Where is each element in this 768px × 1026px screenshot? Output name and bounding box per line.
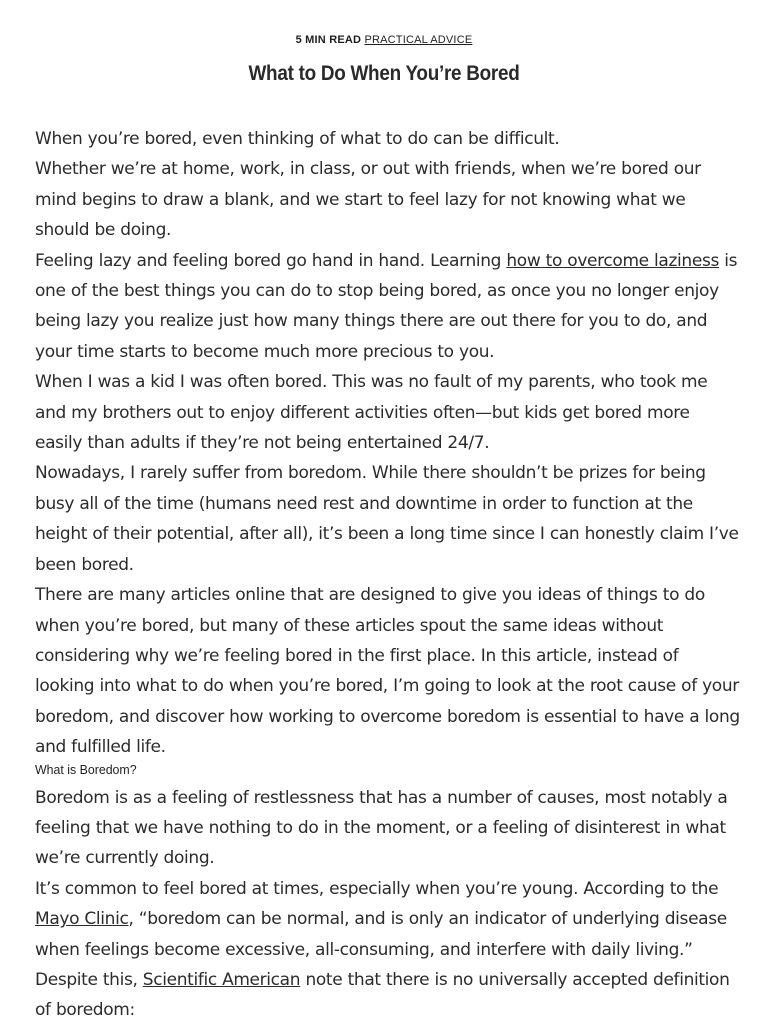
paragraph-text: is one of the best things you can do to stop being bored, as once you no longer enjoy being lazy you realize just how many things there are out there for you to do, and your time starts to become much more precious to you. xyxy=(35,250,738,362)
article-body xyxy=(35,124,740,1026)
scientific-american-link[interactable]: Scientific American xyxy=(142,969,301,990)
paragraph-text: note that there is no universally accepted definition of boredom: xyxy=(35,969,730,1021)
paragraph-text: Despite this, xyxy=(35,969,143,990)
article-meta xyxy=(0,34,768,46)
paragraph-text: It’s common to feel bored at times, especially when you’re young. According to the xyxy=(35,878,719,899)
paragraph: Whether we’re at home, work, in class, or out with friends, when we’re bored our mind begins to draw a blank, and we start to feel lazy for not knowing what we should be doing. xyxy=(35,159,701,241)
paragraph xyxy=(35,246,740,368)
laziness-link[interactable]: how to overcome laziness xyxy=(506,250,719,271)
paragraph: When I was a kid I was often bored. This was no fault of my parents, who took me and my brothers out to enjoy different activities often—but kids get bored more easily than adults if they’re not being entertained 24/7. xyxy=(35,372,708,454)
paragraph: When you’re bored, even thinking of what to do can be difficult. xyxy=(35,129,560,149)
paragraph xyxy=(35,965,740,1026)
paragraph: There are many articles online that are designed to give you ideas of things to do when you’re bored, but many of these articles spout the same ideas without considering why we’re feeling bored in the first place. In this article, instead of looking into what to do when you’re bored, I’m going to look at the root cause of your boredom, and discover how working to overcome boredom is essential to have a long and fulfilled life. xyxy=(35,585,740,758)
mayo-clinic-link[interactable]: Mayo Clinic xyxy=(35,909,129,930)
paragraph: Boredom is as a feeling of restlessness that has a number of causes, most notably a feeling that we have nothing to do in the moment, or a feeling of disinterest in what we’re currently doing. xyxy=(35,787,728,869)
article-title: What to Do When You’re Bored xyxy=(248,62,520,85)
category-link[interactable]: PRACTICAL ADVICE xyxy=(364,34,473,46)
paragraph xyxy=(35,874,740,965)
paragraph: Nowadays, I rarely suffer from boredom. While there shouldn’t be prizes for being busy all of the time (humans need rest and downtime in order to function at the height of their potential, after all), it’s been a long time since I can honestly claim I’ve been bored. xyxy=(35,463,739,575)
read-time: 5 MIN READ xyxy=(295,34,362,46)
paragraph-text: , “boredom can be normal, and is only an indicator of underlying disease when feelings become excessive, all-consuming, and interfere with daily living.” xyxy=(35,909,727,960)
section-heading: What is Boredom? xyxy=(35,761,137,777)
paragraph-text: Feeling lazy and feeling bored go hand in hand. Learning xyxy=(35,250,507,271)
